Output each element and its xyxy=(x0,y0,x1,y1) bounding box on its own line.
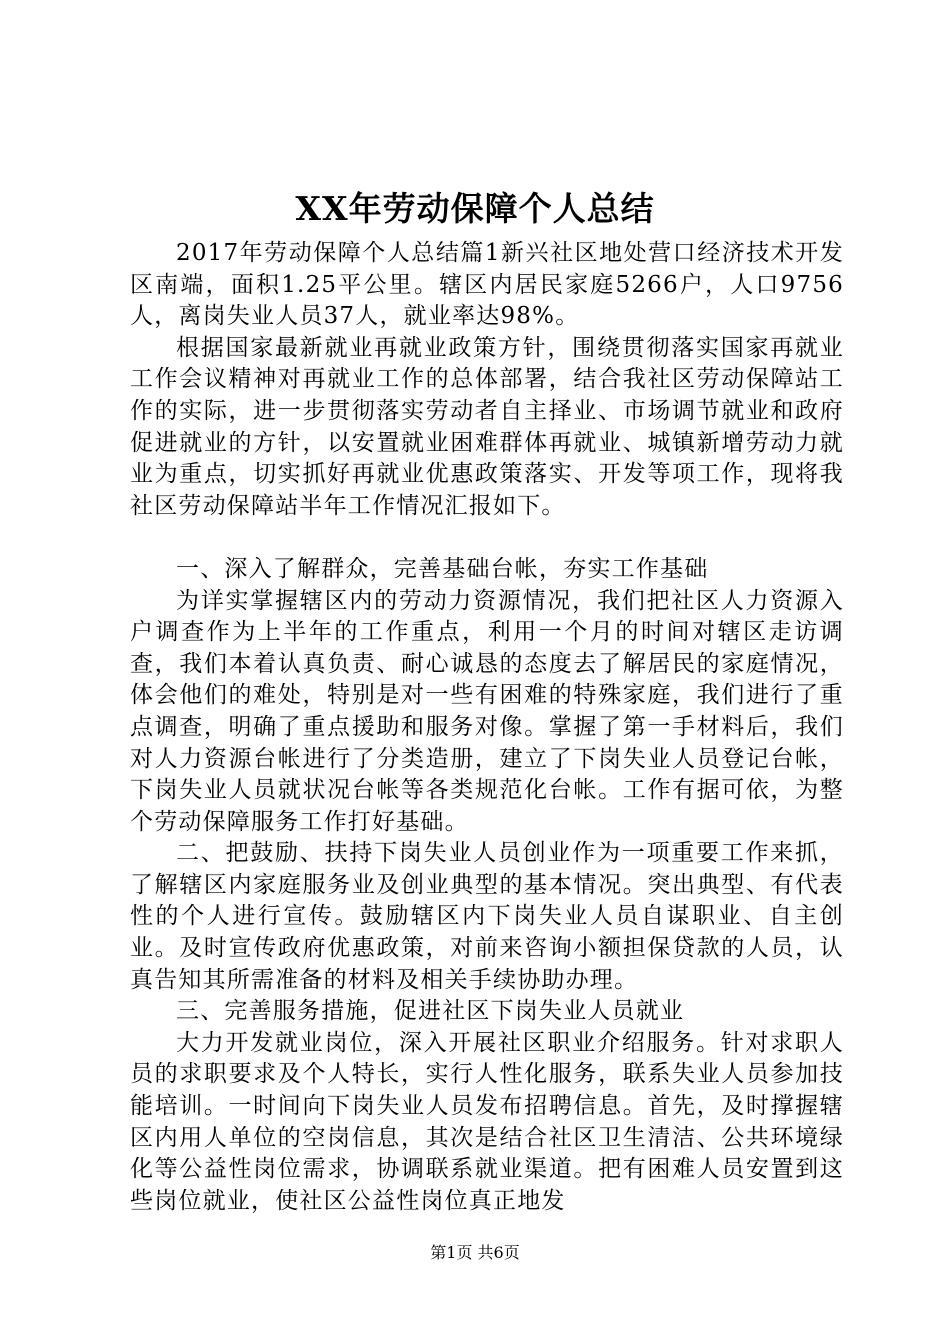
paragraph-section-2: 二、把鼓励、扶持下岗失业人员创业作为一项重要工作来抓，了解辖区内家庭服务业及创业典型的基本情况。突出典型、有代表性的个人进行宣传。鼓励辖区内下岗失业人员自谋职业、自主创业。及时宣传政府优惠政策，对前来咨询小额担保贷款的人员，认真告知其所需准备的材料及相关手续协助办理。 xyxy=(130,840,844,993)
paragraph-section-3: 大力开发就业岗位，深入开展社区职业介绍服务。针对求职人员的求职要求及个人特长，实行人性化服务，联系失业人员参加技能培训。一时间向下岗失业人员发布招聘信息。首先，及时撑握辖区内用人单位的空岗信息，其次是结合社区卫生清洁、公共环境绿化等公益性岗位需求，协调联系就业渠道。把有困难人员安置到这些岗位就业，使社区公益性岗位真正地发 xyxy=(130,1029,844,1214)
paragraph-intro: 2017年劳动保障个人总结篇1新兴社区地处营口经济技术开发区南端，面积1.25平公里。辖区内居民家庭5266户，人口9756人，离岗失业人员37人，就业率达98%。 xyxy=(130,240,844,330)
paragraph-section-1: 为详实掌握辖区内的劳动力资源情况，我们把社区人力资源入户调查作为上半年的工作重点，利用一个月的时间对辖区走访调查，我们本着认真负责、耐心诚恳的态度去了解居民的家庭情况，体会他们的难处，特别是对一些有困难的特殊家庭，我们进行了重点调查，明确了重点援助和服务对像。掌握了第一手材料后，我们对人力资源台帐进行了分类造册，建立了下岗失业人员登记台帐，下岗失业人员就状况台帐等各类规范化台帐。工作有据可依，为整个劳动保障服务工作打好基础。 xyxy=(130,587,844,835)
page-number-footer: 第1页 共6页 xyxy=(430,1243,520,1262)
section-heading-1: 一、深入了解群众，完善基础台帐，夯实工作基础 xyxy=(176,555,709,582)
section-heading-3: 三、完善服务措施，促进社区下岗失业人员就业 xyxy=(176,998,685,1025)
document-title: XX年劳动保障个人总结 xyxy=(295,189,655,228)
paragraph-overview: 根据国家最新就业再就业政策方针，围绕贯彻落实国家再就业工作会议精神对再就业工作的总体部署，结合我社区劳动保障站工作的实际，进一步贯彻落实劳动者自主择业、市场调节就业和政府促进就业的方针，以安置就业困难群体再就业、城镇新增劳动力就业为重点，切实抓好再就业优惠政策落实、开发等项工作，现将我社区劳动保障站半年工作情况汇报如下。 xyxy=(130,334,844,519)
document-body xyxy=(130,238,844,1217)
